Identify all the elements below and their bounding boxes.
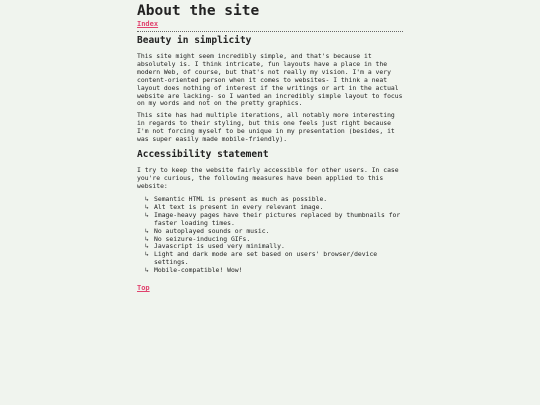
list-item (145, 251, 403, 267)
accessibility-intro: I try to keep the website fairly accessible for other users. In case you're curious, the following measures have been applied to this website: (137, 166, 399, 190)
list-item-text: Alt text is present in every relevant image. (154, 202, 324, 211)
list-item-text: Image-heavy pages have their pictures replaced by thumbnails for faster loading times. (154, 210, 401, 227)
accessibility-measures-list (145, 196, 403, 275)
return-arrow-icon: ↳ (145, 210, 149, 219)
return-arrow-icon: ↳ (145, 195, 149, 203)
list-item (145, 212, 403, 228)
section-heading-beauty: Beauty in simplicity (137, 35, 252, 46)
return-arrow-icon: ↳ (145, 234, 149, 243)
page-title: About the site (137, 3, 260, 19)
list-item-text: Semantic HTML is present as much as possible. (154, 195, 328, 203)
list-item-text: Light and dark mode are set based on users' browser/device settings. (154, 250, 378, 267)
beauty-paragraph-1: This site might seem incredibly simple, and that's because it absolutely is. I think intricate, fun layouts have a place in the modern Web, of course, but that's not really my vision. I'm a very content-oriented person when it comes to websites- I think a neat layout does nothing of interest if the writings or art in the actual website are lacking- so I wanted an incredibly simple layout to focus on my words and not on the pretty graphics. (137, 52, 403, 108)
index-link[interactable]: Index (137, 20, 159, 28)
return-arrow-icon: ↳ (145, 226, 149, 235)
section-heading-accessibility: Accessibility statement (137, 149, 269, 160)
divider (137, 31, 403, 32)
return-arrow-icon: ↳ (145, 250, 149, 259)
list-item (145, 267, 403, 275)
return-arrow-icon: ↳ (145, 202, 149, 211)
list-item-text: No seizure-inducing GIFs. (154, 234, 251, 243)
list-item-text: No autoplayed sounds or music. (154, 226, 270, 235)
list-item-text: Mobile-compatible! Wow! (154, 266, 243, 275)
return-arrow-icon: ↳ (145, 266, 149, 275)
return-arrow-icon: ↳ (145, 242, 149, 251)
list-item-text: Javascript is used very minimally. (154, 242, 285, 251)
top-link[interactable]: Top (137, 284, 150, 292)
beauty-paragraph-2: This site has had multiple iterations, all notably more interesting in regards to their styling, but this one feels just right because I'm not forcing myself to be unique in my presentation (besides, it was super easily made mobile-friendly). (137, 111, 395, 143)
